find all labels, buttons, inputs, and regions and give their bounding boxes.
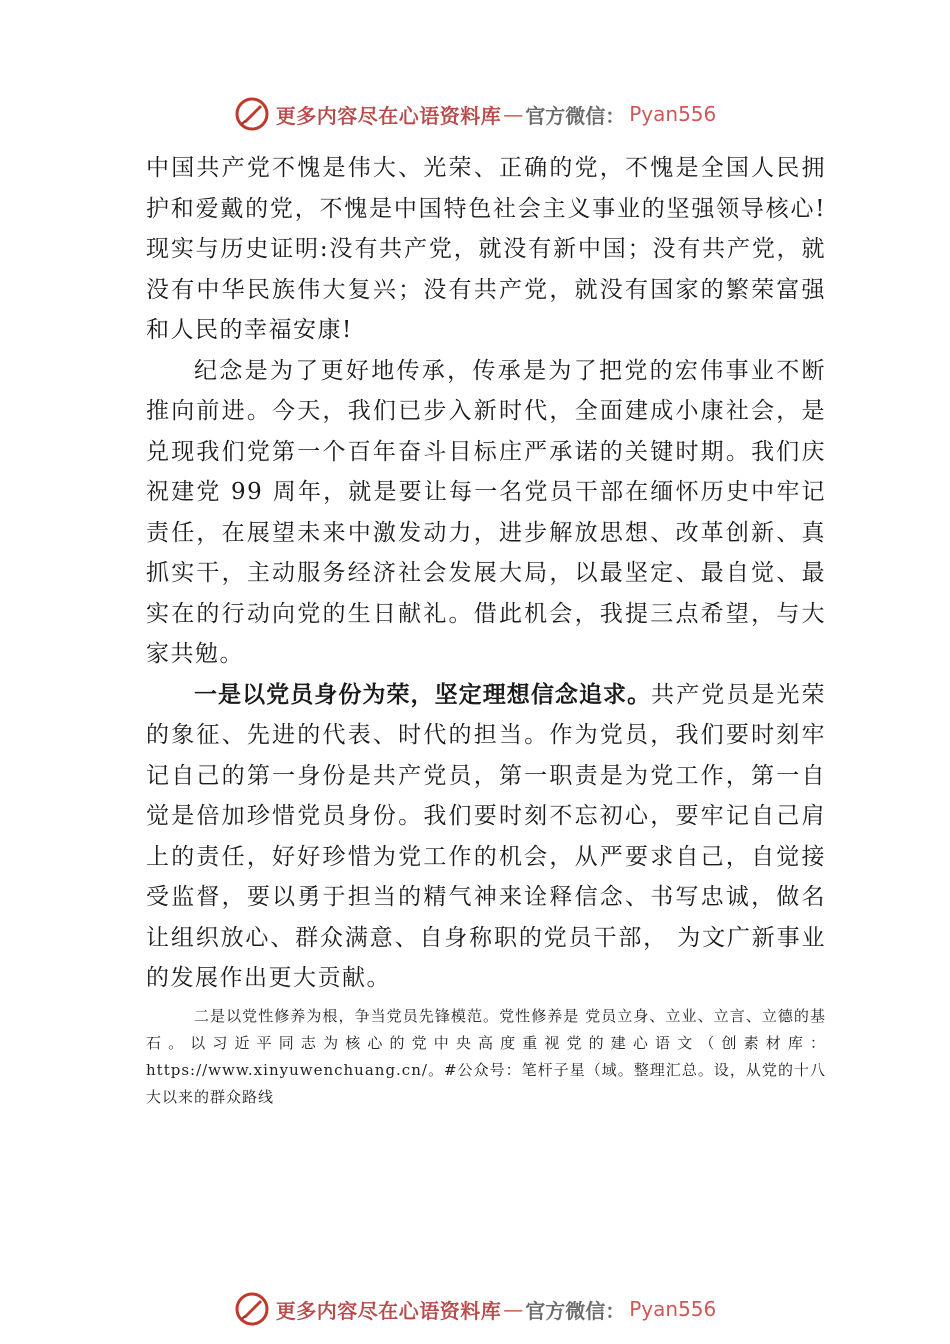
- document-body: [146, 148, 826, 1111]
- banner-text: 更多内容尽在心语资料库: [275, 1298, 502, 1323]
- paragraph-3: [146, 675, 826, 999]
- quill-logo-icon: [234, 96, 270, 132]
- header-banner: [0, 94, 950, 134]
- paragraph-1: 中国共产党不愧是伟大、光荣、正确的党，不愧是全国人民拥护和爱戴的党，不愧是中国特色社会主义事业的坚强领导核心!现实与历史证明:没有共产党，就没有新中国；没有共产党，就没有中华民族伟大复兴；没有共产党，就没有国家的繁荣富强和人民的幸福安康!: [146, 155, 826, 343]
- banner-separator: —: [503, 1297, 524, 1321]
- wechat-id: Pyan556: [629, 1297, 717, 1321]
- wechat-id: Pyan556: [629, 102, 717, 126]
- banner-text: 更多内容尽在心语资料库: [275, 103, 502, 128]
- wechat-label: 官方微信：: [525, 1298, 626, 1323]
- paragraph-4: 二是以党性修养为根，争当党员先锋模范。党性修养是 党员立身、立业、立言、立德的基石。以习近平同志为核心的党中央高度重视党的建心语文（创素材库：https://www.xinyuwenchuang.cn/。#公众号：笔杆子星（域。整理汇总。设，从党的十八大以来的群众路线: [146, 1006, 826, 1106]
- banner-separator: —: [503, 102, 524, 126]
- wechat-label: 官方微信：: [525, 103, 626, 128]
- paragraph-3-lead: 一是以党员身份为荣，坚定理想信念追求。: [194, 681, 652, 708]
- paragraph-2: 纪念是为了更好地传承，传承是为了把党的宏伟事业不断推向前进。今天，我们已步入新时代，全面建成小康社会，是兑现我们党第一个百年奋斗目标庄严承诺的关键时期。我们庆祝建党 99 周年，就是要让每一名党员干部在缅怀历史中牢记责任，在展望未来中激发动力，进步解放思想、改革创新、真抓实干，主动服务经济社会发展大局，以最坚定、最自觉、最实在的行动向党的生日献礼。借此机会，我提三点希望，与大家共勉。: [146, 357, 826, 667]
- footer-banner: [0, 1289, 950, 1329]
- quill-logo-icon: [234, 1291, 270, 1327]
- paragraph-3-text: 共产党员是光荣的象征、先进的代表、时代的担当。作为党员，我们要时刻牢记自己的第一身份是共产党员，第一职责是为党工作，第一自觉是倍加珍惜党员身份。我们要时刻不忘初心，要牢记自己肩上的责任，好好珍惜为党工作的机会，从严要求自己，自觉接受监督，要以勇于担当的精气神来诠释信念、书写忠诚，做名让组织放心、群众满意、自身称职的党员干部， 为文广新事业的发展作出更大贡献。: [146, 681, 827, 991]
